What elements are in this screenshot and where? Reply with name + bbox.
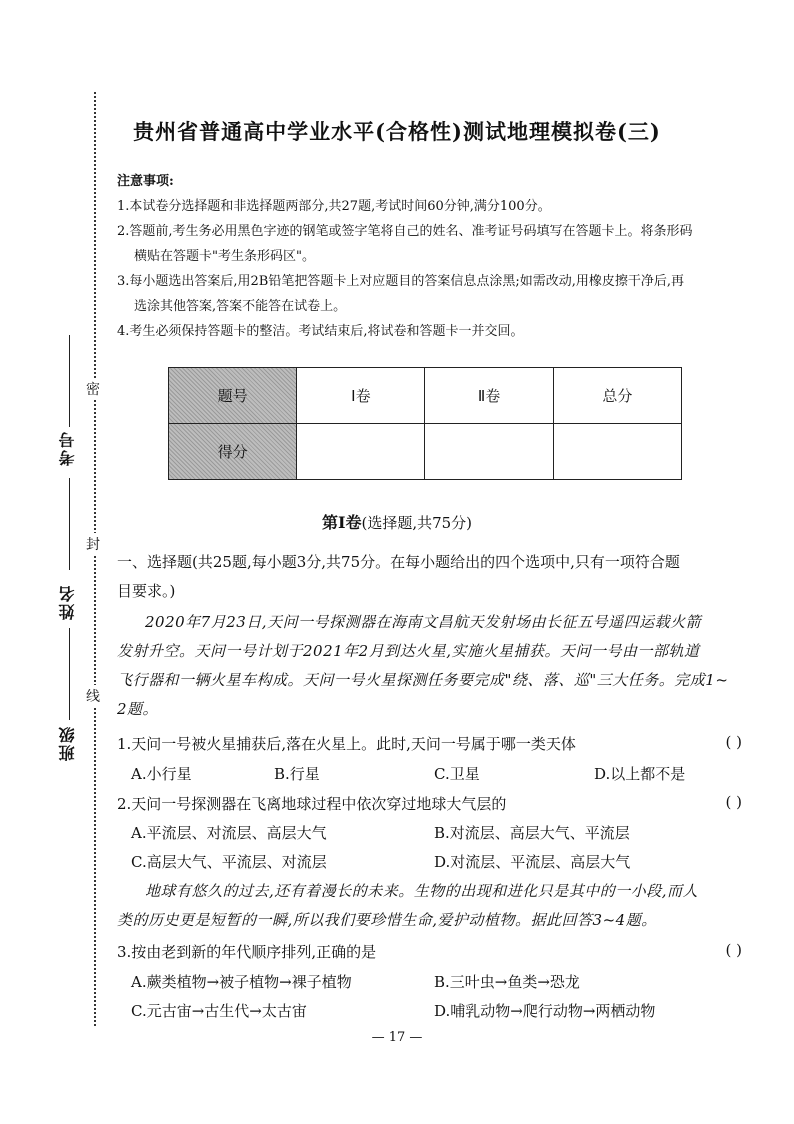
- notice-list: [117, 194, 742, 344]
- notice-item: 4.考生必须保持答题卡的整洁。考试结束后,将试卷和答题卡一并交回。: [117, 324, 524, 339]
- passage-1: 2020年7月23日,天问一号探测器在海南文昌航天发射场由长征五号遥四运载火箭 发射升空。天问一号计划于2021年2月到达火星,实施火星捕获。天问一号由一部轨道 飞行器和一辆火星车构成。天问一号火星探测任务要完成"绕、落、巡"三大任务。完成1~ 2题。: [117, 613, 729, 718]
- notice-item: 选涂其他答案,答案不能答在试卷上。: [134, 299, 347, 314]
- q1-option-a: A.小行星: [131, 765, 192, 783]
- q3-option-c: C.元古宙→古生代→太古宙: [131, 1002, 307, 1020]
- notice-item: 1.本试卷分选择题和非选择题两部分,共27题,考试时间60分钟,满分100分。: [117, 199, 551, 214]
- notice-item: 2.答题前,考生务必用黑色字迹的钢笔或签字笔将自己的姓名、准考证号码填写在答题卡上。将条形码: [117, 224, 693, 239]
- q3-option-d: D.哺乳动物→爬行动物→两栖动物: [434, 1002, 656, 1020]
- score-table: [168, 367, 682, 480]
- header-total: 总分: [553, 368, 681, 424]
- section-subtitle: (选择题,共75分): [361, 514, 473, 532]
- section-heading: [0, 510, 794, 533]
- q1-option-b: B.行星: [274, 765, 320, 783]
- exam-number-label: 考号: [58, 430, 77, 466]
- seal-char-xian: 线: [86, 685, 100, 707]
- row-label-question: 题号: [169, 368, 297, 424]
- seal-char-feng: 封: [86, 533, 100, 555]
- score-cell-total[interactable]: [553, 424, 681, 480]
- answer-paren[interactable]: ( ): [725, 733, 742, 751]
- q2-option-a: A.平流层、对流层、高层大气: [131, 824, 327, 842]
- answer-paren[interactable]: ( ): [725, 941, 742, 959]
- q1-option-c: C.卫星: [434, 765, 480, 783]
- q1-option-d: D.以上都不是: [594, 765, 686, 783]
- q2-option-c: C.高层大气、平流层、对流层: [131, 853, 327, 871]
- class-label: 班级: [58, 725, 77, 761]
- notice-item: 横贴在答题卡"考生条形码区"。: [134, 249, 315, 264]
- section-title: 第Ⅰ卷: [321, 513, 362, 532]
- part1-heading: 一、选择题(共25题,每小题3分,共75分。在每小题给出的四个选项中,只有一项符合题 目要求。): [117, 553, 680, 600]
- question-3-stem: 3.按由老到新的年代顺序排列,正确的是 ( ): [117, 941, 742, 961]
- score-cell-part1[interactable]: [297, 424, 425, 480]
- page-title: 贵州省普通高中学业水平(合格性)测试地理模拟卷(三): [133, 119, 661, 144]
- passage-2: 地球有悠久的过去,还有着漫长的未来。生物的出现和进化只是其中的一小段,而人 类的历史更是短暂的一瞬,所以我们要珍惜生命,爱护动植物。据此回答3~4题。: [117, 882, 699, 929]
- row-label-score: 得分: [169, 424, 297, 480]
- notice-heading: 注意事项:: [117, 174, 174, 189]
- notice-item: 3.每小题选出答案后,用2B铅笔把答题卡上对应题目的答案信息点涂黑;如需改动,用橡皮擦干净后,再: [117, 274, 685, 289]
- binding-dotted-line: [94, 92, 96, 1026]
- q2-option-b: B.对流层、高层大气、平流层: [434, 824, 630, 842]
- class-blank[interactable]: [69, 628, 70, 720]
- answer-paren[interactable]: ( ): [725, 793, 742, 811]
- seal-char-mi: 密: [86, 378, 100, 400]
- score-cell-part2[interactable]: [425, 424, 553, 480]
- exam-number-blank[interactable]: [69, 335, 70, 427]
- q2-option-d: D.对流层、平流层、高层大气: [434, 853, 631, 871]
- name-label: 姓名: [58, 584, 77, 620]
- question-1-stem: 1.天问一号被火星捕获后,落在火星上。此时,天问一号属于哪一类天体 ( ): [117, 733, 742, 753]
- header-part1: Ⅰ卷: [297, 368, 425, 424]
- q3-option-b: B.三叶虫→鱼类→恐龙: [434, 973, 580, 991]
- page-number: — 17 —: [371, 1030, 423, 1045]
- question-2-stem: 2.天问一号探测器在飞离地球过程中依次穿过地球大气层的 ( ): [117, 793, 742, 813]
- q3-option-a: A.蕨类植物→被子植物→裸子植物: [131, 973, 352, 991]
- header-part2: Ⅱ卷: [425, 368, 553, 424]
